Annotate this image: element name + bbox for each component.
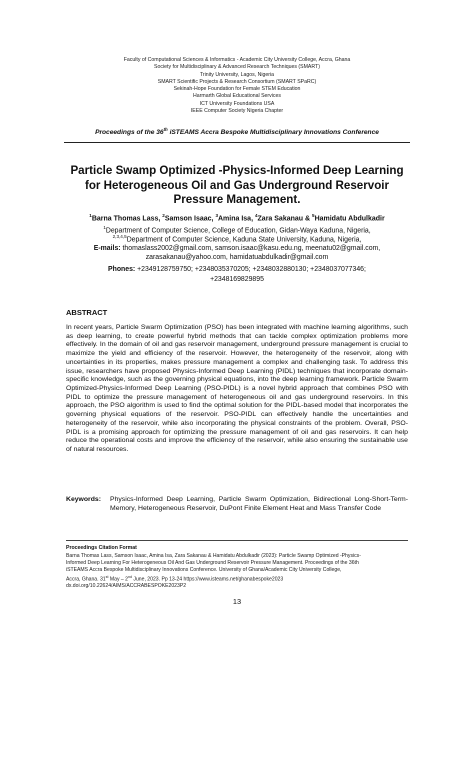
department-sup: 1 [103,225,106,230]
emails-text: thomaslass2002@gmail.com, samson.isaac@kasu.edu.ng, meenatu02@gmail.com, [122,245,381,252]
title-line: Pressure Management. [173,193,301,206]
emails-line [60,244,414,253]
citation-doi: dx.doi.org/10.22624/AIMS/ACCRABESPOKE2023P2 [66,583,187,590]
affiliation-line: Faculty of Computational Sciences & Informatics - Academic City University College, Accra, Ghana [123,57,351,63]
citation-line: Informed Deep Learning For Heterogeneous Oil And Gas Underground Reservoir Pressure Management. Proceedings of the 36th [66,559,359,566]
proceedings-suffix: iSTEAMS Accra Bespoke Multidisciplinary Innovations Conference [167,129,379,137]
citation-heading: Proceedings Citation Format [66,545,137,551]
keywords-label: Keywords: [66,496,101,503]
citation-line: iSTEAMS Accra Bespoke Multidisciplinary Innovations Conference. University of Ghana/Academic City University College, [66,566,342,573]
citation-date-prefix: Accra, Ghana. 31 [66,576,106,583]
author-sup: 4 [254,213,258,218]
abstract-body: In recent years, Particle Swarm Optimization (PSO) has been integrated with machine learning algorithms, such as deep learning, to create powerful hybrid methods that can tackle complex optimization problems more effectively. In the domain of oil and gas reservoir management, underground pressure management is crucial to maximize the yield and efficiency of the reservoir. However, the heterogeneity of the reservoir, along with uncertainties in its properties, makes pressure management a complex and challenging task. To address this issue, researchers have proposed Physics-Informed Deep Learning (PIDL) techniques that incorporate domain-specific knowledge, such as the governing physical equations, into the deep learning framework. Particle Swarm Optimized-Physics-Informed Deep Learning (PSO-PIDL) is a novel hybrid approach that combines PSO with PIDL to optimize the pressure management of heterogeneous oil and gas underground reservoirs. In this approach, the PSO algorithm is used to find the optimal solution for the PIDL-based model that incorporates the governing physical equations of the reservoir. PSO-PIDL can effectively handle the uncertainties and heterogeneity of the reservoir, while also incorporating the physical constraints of the problem. Overall, PSO-PIDL is a promising approach for optimizing the pressure management of oil and gas reservoirs. It can help reduce the operational costs and improve the efficiency of the reservoir, while also ensuring the sustainable use of natural resources. [66,324,408,454]
affiliation-line: Society for Multidisciplinary & Advanced Research Techniques (SMART) [154,64,320,71]
proceedings-ordinal: th [163,127,168,132]
keywords-text: Physics-Informed Deep Learning, Particle Swarm Optimization, Bidirectional Long-Short-Term-Memory, Heterogeneous Reservoir, DuPont Finite Element Heat and Mass Transfer Code [110,496,408,512]
affiliation-line: Trinity University, Lagos, Nigeria [199,71,275,78]
department-text: Department of Computer Science, Kaduna State University, Kaduna, Nigeria, [126,236,362,244]
header-divider [64,142,410,143]
phones-text: +2349128759750; +2348035370205; +2348032880130; +2348037077346; [137,266,366,273]
affiliation-line: IEEE Computer Society Nigeria Chapter [190,108,284,115]
department-text: Department of Computer Science, College of Education, Gidan-Waya Kaduna, Nigeria, [105,227,371,235]
phones-line-2: +2348169829895 [210,276,264,283]
citation-date-sup: st [105,574,109,579]
author-sup: 3 [215,213,218,218]
keywords-block [66,496,408,514]
title-line: Particle Swamp Optimized -Physics-Informed Deep Learning [70,164,404,177]
author-sup: 2 [162,213,165,218]
author-name: Zara Sakanau & [257,215,312,223]
emails-label: E-mails: [93,245,123,252]
affiliation-line: Harmarth Global Educational Services [193,93,281,100]
citation-line: Barna Thomas Lass, Samson Isaac, Amina Isa, Zara Sakanau & Hamidatu Abdulkadir (2023): Particle Swamp Optimized -Physics- [66,553,361,559]
author-name: Barna Thomas Lass, [91,215,163,223]
abstract-heading: ABSTRACT [66,308,108,317]
page-number: 13 [232,597,242,606]
emails-line-2: zarasakanau@yahoo.com, hamidatuabdulkadir@gmail.com [145,254,329,261]
proceedings-prefix: Proceedings of the 36 [95,129,164,137]
paper-title [60,164,414,208]
phones-line [60,265,414,274]
proceedings-heading [60,127,414,136]
affiliation-line: ICT University Foundations USA [199,100,275,107]
affiliation-line: SMART Scientific Projects & Research Consortium (SMART SPaRC) [157,78,317,85]
phones-label: Phones: [108,266,138,273]
citation-divider [66,540,408,541]
author-list [60,213,414,222]
affiliation-line: Sekinah-Hope Foundation for Female STEM Education [173,86,301,93]
affiliations-block [70,57,404,115]
citation-line [66,574,366,584]
citation-date-sup: nd [128,574,132,579]
citation-date-suffix: June, 2023. Pp 13-24 https://www.isteams.net/ghanabespoke2023 [132,576,284,583]
citation-date-mid: May – 2 [108,576,128,583]
department-sup: 2,3,4,5 [112,234,127,239]
citation-text [66,553,366,590]
author-sup: 1 [89,213,92,218]
author-sup: 5 [312,213,315,218]
title-line: for Heterogeneous Oil and Gas Underground Reservoir [84,178,390,192]
author-name: Samson Isaac, [164,215,216,223]
author-name: Hamidatu Abdulkadir [314,215,385,223]
author-name: Amina Isa, [218,215,255,223]
